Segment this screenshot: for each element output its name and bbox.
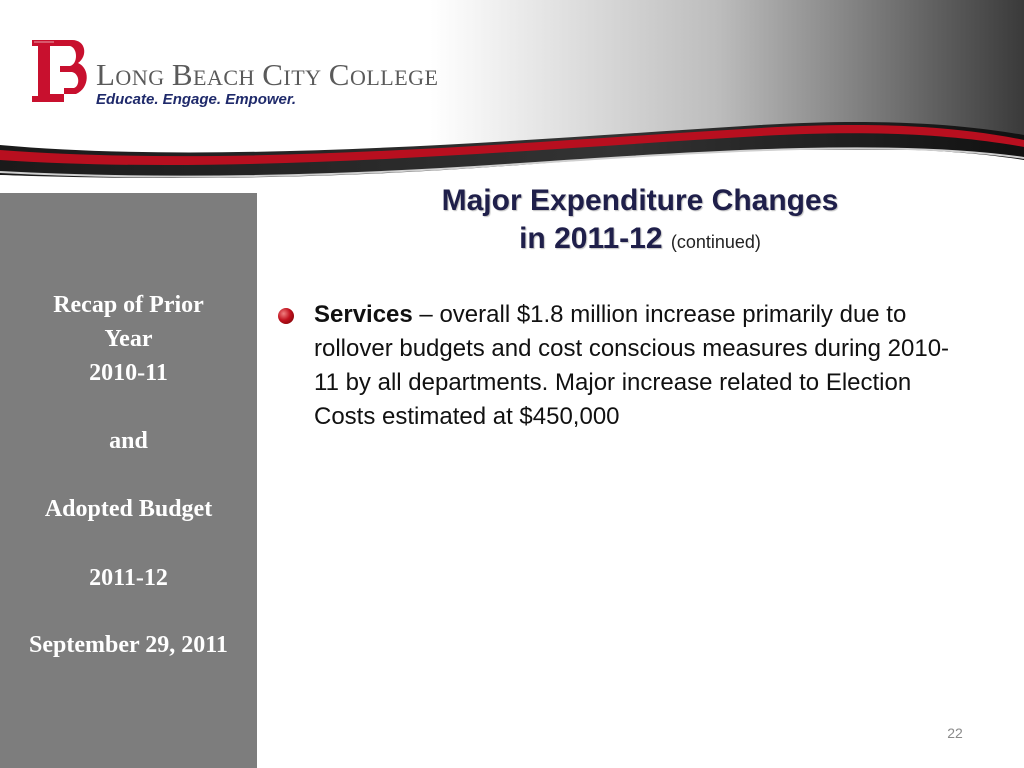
- slide-title-line1: Major Expenditure Changes: [441, 184, 839, 217]
- bullet-description: – overall $1.8 million increase primarily due to rollover budgets and cost conscious measures during 2010-11 by all departments. Major increase related to Election Costs estimated at $450,000: [314, 301, 950, 430]
- slide-title-year: in 2011-12: [519, 222, 663, 255]
- college-name-word: City: [262, 57, 322, 92]
- sidebar-line: 2010-11: [89, 360, 168, 386]
- college-name: [96, 57, 439, 93]
- sidebar-line: Year: [104, 326, 153, 352]
- college-name-word: College: [328, 57, 439, 92]
- slide-title: [330, 182, 950, 261]
- sidebar-line: September 29, 2011: [29, 632, 228, 658]
- slide-title-suffix: (continued): [670, 232, 761, 252]
- college-name-word: Beach: [171, 57, 255, 92]
- sidebar-line: Recap of Prior: [53, 292, 204, 318]
- college-name-word: Long: [96, 57, 165, 92]
- college-logo-icon: [30, 36, 92, 108]
- sidebar-line: and: [109, 428, 148, 454]
- sidebar-line: Adopted Budget: [44, 496, 213, 522]
- slide-header: [0, 0, 1024, 195]
- page-number: 22: [947, 725, 963, 741]
- bullet-term: Services: [314, 301, 413, 328]
- bullet-list: [278, 298, 958, 434]
- college-tagline: Educate. Engage. Empower.: [96, 91, 297, 108]
- red-sphere-bullet-icon: [278, 308, 294, 324]
- sidebar-line: 2011-12: [89, 565, 168, 591]
- sidebar-panel: [0, 193, 257, 768]
- bullet-text: [314, 298, 958, 434]
- bullet-item: [278, 298, 958, 434]
- slide-title-line2: [330, 220, 950, 261]
